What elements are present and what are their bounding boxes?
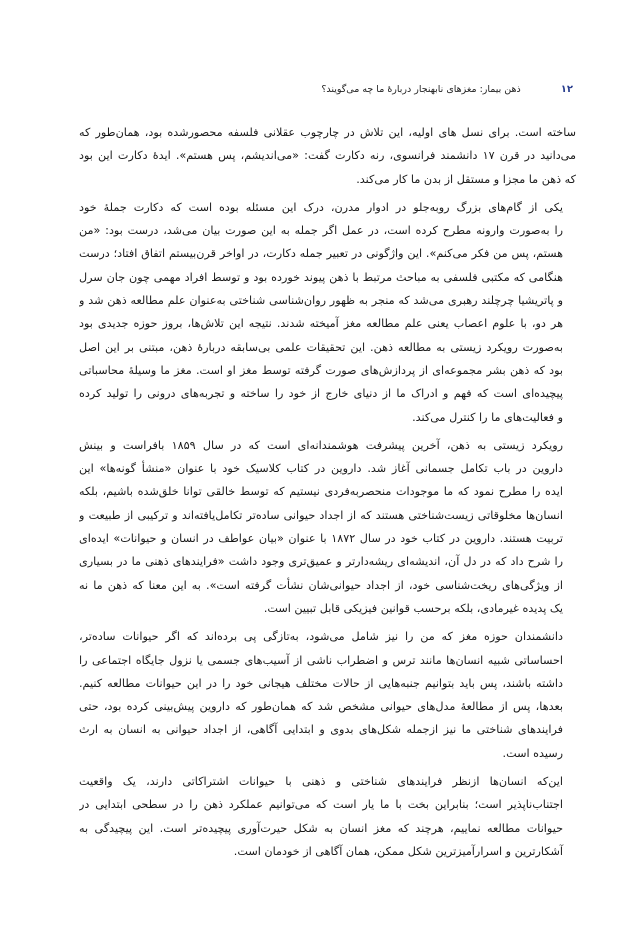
text-line: ایده را مطرح نمود که ما موجودات منحصربه‌فردی نیستیم که توسط خالقی توانا خلق‌شده باشیم، بلکه — [79, 485, 563, 499]
text-line: دانشمندان حوزه مغز که من را نیز شامل می‌شود، به‌تازگی پی برده‌اند که اگر حیوانات ساده‌تر، — [79, 630, 563, 644]
text-line: داشته باشند، پس باید بتوانیم جنبه‌هایی از حالات مختلف هیجانی خود را در این حیوانات مطالعه کنیم. — [79, 676, 563, 690]
text-line: به‌صورت رویکرد زیستی به مطالعه ذهن. این تحقیقات علمی بی‌سابقه دربارهٔ ذهن، مبتنی بر این اصل — [79, 340, 563, 354]
running-header — [93, 84, 573, 95]
text-line: این‌که انسان‌ها ازنظر فرایندهای شناختی و ذهنی با حیوانات اشتراکاتی دارند، یک واقعیت — [79, 775, 563, 789]
text-line: که ذهن ما مجزا و مستقل از بدن ما کار می‌کند. — [356, 172, 576, 186]
text-line: داروین در باب تکامل جسمانی آغاز شد. داروین در کتاب کلاسیک خود با عنوان «منشأ گونه‌ها» این — [79, 462, 563, 476]
text-line: حیوانات مطالعه نماییم، هرچند که مغز انسان به شکل حیرت‌آوری پیچیده‌تر است. این پیچیدگی به — [79, 821, 563, 835]
text-line: هستم، پس من فکر می‌کنم». این واژگونی در تعبیر جمله دکارت، در اواخر قرن‌بیستم اتفاق افتاد؛ درست — [79, 247, 563, 261]
body-text — [79, 121, 576, 868]
text-line: بعدها، پس از مطالعهٔ مدل‌های حیوانی مشخص شد که همان‌طور که داروین پیش‌بینی کرده بود، حتی — [79, 700, 563, 714]
text-line: را شرح داد که در دل آن، اندیشه‌ای ریشه‌دارتر و عمیق‌تری وجود داشت «فرایندهای ذهنی ما در بسیاری — [79, 555, 563, 569]
page-number: ۱۲ — [560, 84, 573, 95]
text-line: پیچیده‌ای است که فهم و ادراک ما از دنیای خارج از خود را ساخته و تجربه‌های درونی را تولید کرده — [79, 387, 563, 401]
text-line: آشکارترین و اسرارآمیزترین شکل ممکن، همان آگاهی از خودمان است. — [233, 844, 563, 858]
text-line: اجتناب‌ناپذیر است؛ بنابراین بخت با ما یار است که می‌توانیم عملکرد ذهن را در سطحی ابتدایی در — [79, 798, 563, 812]
text-line: یکی از گام‌های بزرگ روبه‌جلو در ادوار مدرن، درک این مسئله بوده است که دکارت جملهٔ خود — [79, 200, 563, 214]
text-line: می‌دانید در قرن ۱۷ دانشمند فرانسوی، رنه دکارت گفت: «می‌اندیشم، پس هستم». ایدهٔ دکارت این بود — [79, 149, 576, 163]
text-line: انسان‌ها مخلوقاتی زیست‌شناختی هستند که از اجداد حیوانی ساده‌تر تکامل‌یافته‌اند و ترکیبی از طبیعت و — [79, 508, 563, 522]
paragraph-1 — [79, 121, 576, 191]
text-line: را به‌صورت وارونه مطرح کرده است، در عمل اگر جمله به این صورت بیان می‌شد، درست بود: «من — [79, 224, 563, 238]
running-title: ذهن بیمار: مغزهای نابهنجار دربارهٔ ما چه می‌گویند؟ — [321, 84, 521, 95]
text-line: و فعالیت‌های ما را کنترل می‌کند. — [412, 410, 563, 424]
text-line: ساخته است. برای نسل های اولیه، این تلاش در چارچوب عقلانی فلسفه محصورشده بود، همان‌طور که — [79, 126, 576, 139]
paragraph-5 — [79, 770, 576, 863]
text-line: هر دو، با علوم اعصاب یعنی علم مطالعه مغز آمیخته شدند. نتیجه این تلاش‌ها، بروز حوزه جدیدی بود — [79, 317, 563, 331]
text-line: رویکرد زیستی به ذهن، آخرین پیشرفت هوشمندانه‌ای است که در سال ۱۸۵۹ بافراست و بینش — [79, 438, 563, 452]
text-line: و پاتریشیا چرچلند رهبری می‌شد که منجر به ظهور روان‌شناسی شناختی به‌عنوان علم مطالعه ذهن شد و — [79, 294, 563, 308]
paragraph-4 — [79, 625, 576, 765]
text-line: بود که ذهن بشر مجموعه‌ای از پردازش‌های صورت گرفته توسط مغز او است. مغز ما وسیلهٔ محاسباتی — [79, 363, 563, 377]
paragraph-2 — [79, 196, 576, 429]
text-line: هنگامی که مکتبی فلسفی به مباحث مرتبط با ذهن پیوند خورده بود و توسط افراد مهمی چون جان سرل — [79, 270, 563, 284]
text-line: احساساتی شبیه انسان‌ها مانند ترس و اضطراب ناشی از آسیب‌های جسمی یا نزول جایگاه اجتماعی را — [79, 653, 563, 667]
text-line: یک پدیده غیرمادی، بلکه برحسب قوانین فیزیکی قابل تبیین است. — [263, 601, 563, 615]
text-line: فرایندهای شناختی ما نیز ازجمله شکل‌های بدوی و ابتدایی آگاهی، از اجداد حیوانی به انسان به ارث — [79, 723, 563, 737]
text-line: از ویژگی‌های ریخت‌شناسی خود، از اجداد حیوانی‌شان نشأت گرفته است». به این معنا که ذهن ما نه — [79, 578, 563, 592]
text-line: رسیده است. — [502, 746, 563, 760]
text-line: تربیت هستند. داروین در کتاب خود در سال ۱۸۷۲ با عنوان «بیان عواطف در انسان و حیوانات» ایده‌ای — [79, 532, 564, 546]
paragraph-3 — [79, 434, 576, 620]
